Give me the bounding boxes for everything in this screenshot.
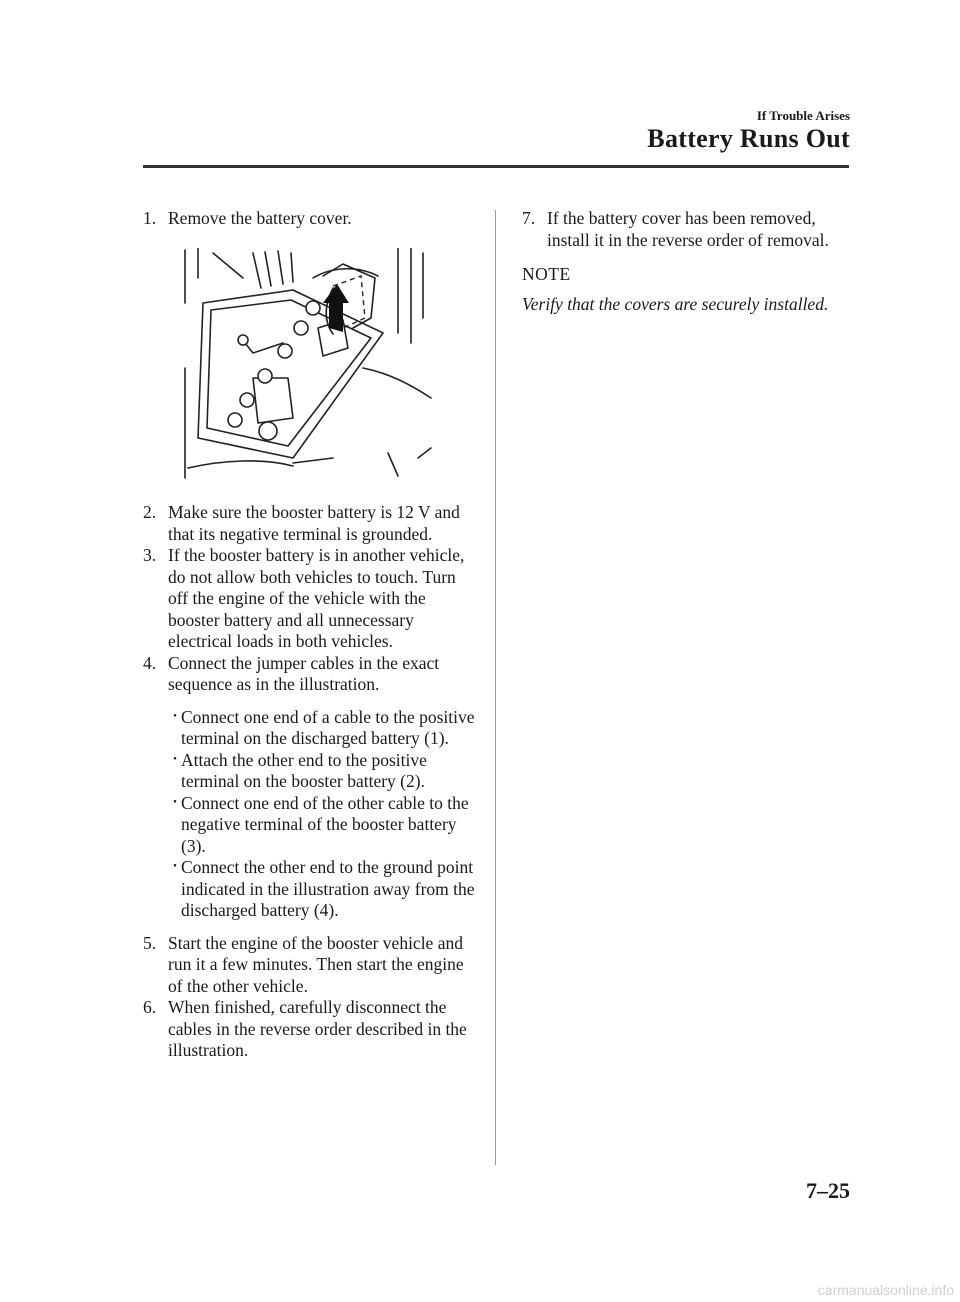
- bullet-icon: ・: [168, 860, 182, 875]
- step-number: 5.: [143, 932, 157, 953]
- step-number: 4.: [143, 652, 157, 673]
- step-2: [143, 502, 478, 545]
- page-number: 7–25: [806, 1178, 850, 1203]
- list-item: [168, 857, 478, 922]
- step-text: Connect the jumper cables in the exact sequence as in the illustration.: [168, 652, 440, 694]
- connection-bullet-list: [168, 707, 478, 922]
- step-number: 3.: [143, 545, 157, 565]
- note-label: NOTE: [522, 264, 571, 284]
- battery-cover-removal-illustration: [183, 248, 433, 483]
- step-text: Remove the battery cover.: [168, 208, 352, 228]
- bullet-icon: ・: [168, 752, 182, 768]
- bullet-text: Connect one end of the other cable to the negative terminal of the booster battery (3).: [181, 792, 469, 856]
- step-3: [143, 545, 478, 653]
- bullet-text: Connect one end of a cable to the positive terminal on the discharged battery (1).: [181, 706, 475, 748]
- bullet-text: Connect the other end to the ground point indicated in the illustration away from the discharged battery (4).: [181, 857, 475, 920]
- step-text: If the booster battery is in another vehicle, do not allow both vehicles to touch. Turn off the engine of the vehicle with the booster battery and all unnecessary electrical loads in both vehicles.: [168, 545, 465, 651]
- step-1: [143, 208, 478, 230]
- note-text: Verify that the covers are securely installed.: [522, 293, 829, 314]
- step-text: Start the engine of the booster vehicle and run it a few minutes. Then start the engine of the other vehicle.: [168, 932, 464, 996]
- bullet-text: Attach the other end to the positive terminal on the booster battery (2).: [181, 749, 427, 791]
- list-item: [168, 793, 478, 858]
- bullet-icon: ・: [168, 795, 182, 811]
- step-number: 7.: [522, 208, 536, 228]
- page-title: Battery Runs Out: [647, 124, 850, 153]
- right-column: [522, 208, 850, 315]
- column-divider: [495, 210, 496, 1165]
- bullet-icon: ・: [168, 709, 182, 725]
- step-number: 2.: [143, 502, 157, 522]
- left-column: [143, 208, 478, 1062]
- list-item: [168, 750, 478, 793]
- step-5: [143, 933, 478, 998]
- step-4: [143, 653, 478, 696]
- step-text: Make sure the booster battery is 12 V and that its negative terminal is grounded.: [168, 502, 460, 544]
- section-label: If Trouble Arises: [756, 108, 850, 123]
- step-6: [143, 997, 478, 1062]
- step-number: 1.: [143, 208, 157, 228]
- header-rule: [143, 165, 849, 168]
- step-number: 6.: [143, 997, 157, 1017]
- list-item: [168, 707, 478, 750]
- step-text: If the battery cover has been removed, install it in the reverse order of removal.: [547, 208, 829, 250]
- watermark: carmanualsonline.info: [817, 1282, 954, 1298]
- step-text: When finished, carefully disconnect the cables in the reverse order described in the illustration.: [168, 997, 467, 1060]
- step-7: [522, 208, 850, 251]
